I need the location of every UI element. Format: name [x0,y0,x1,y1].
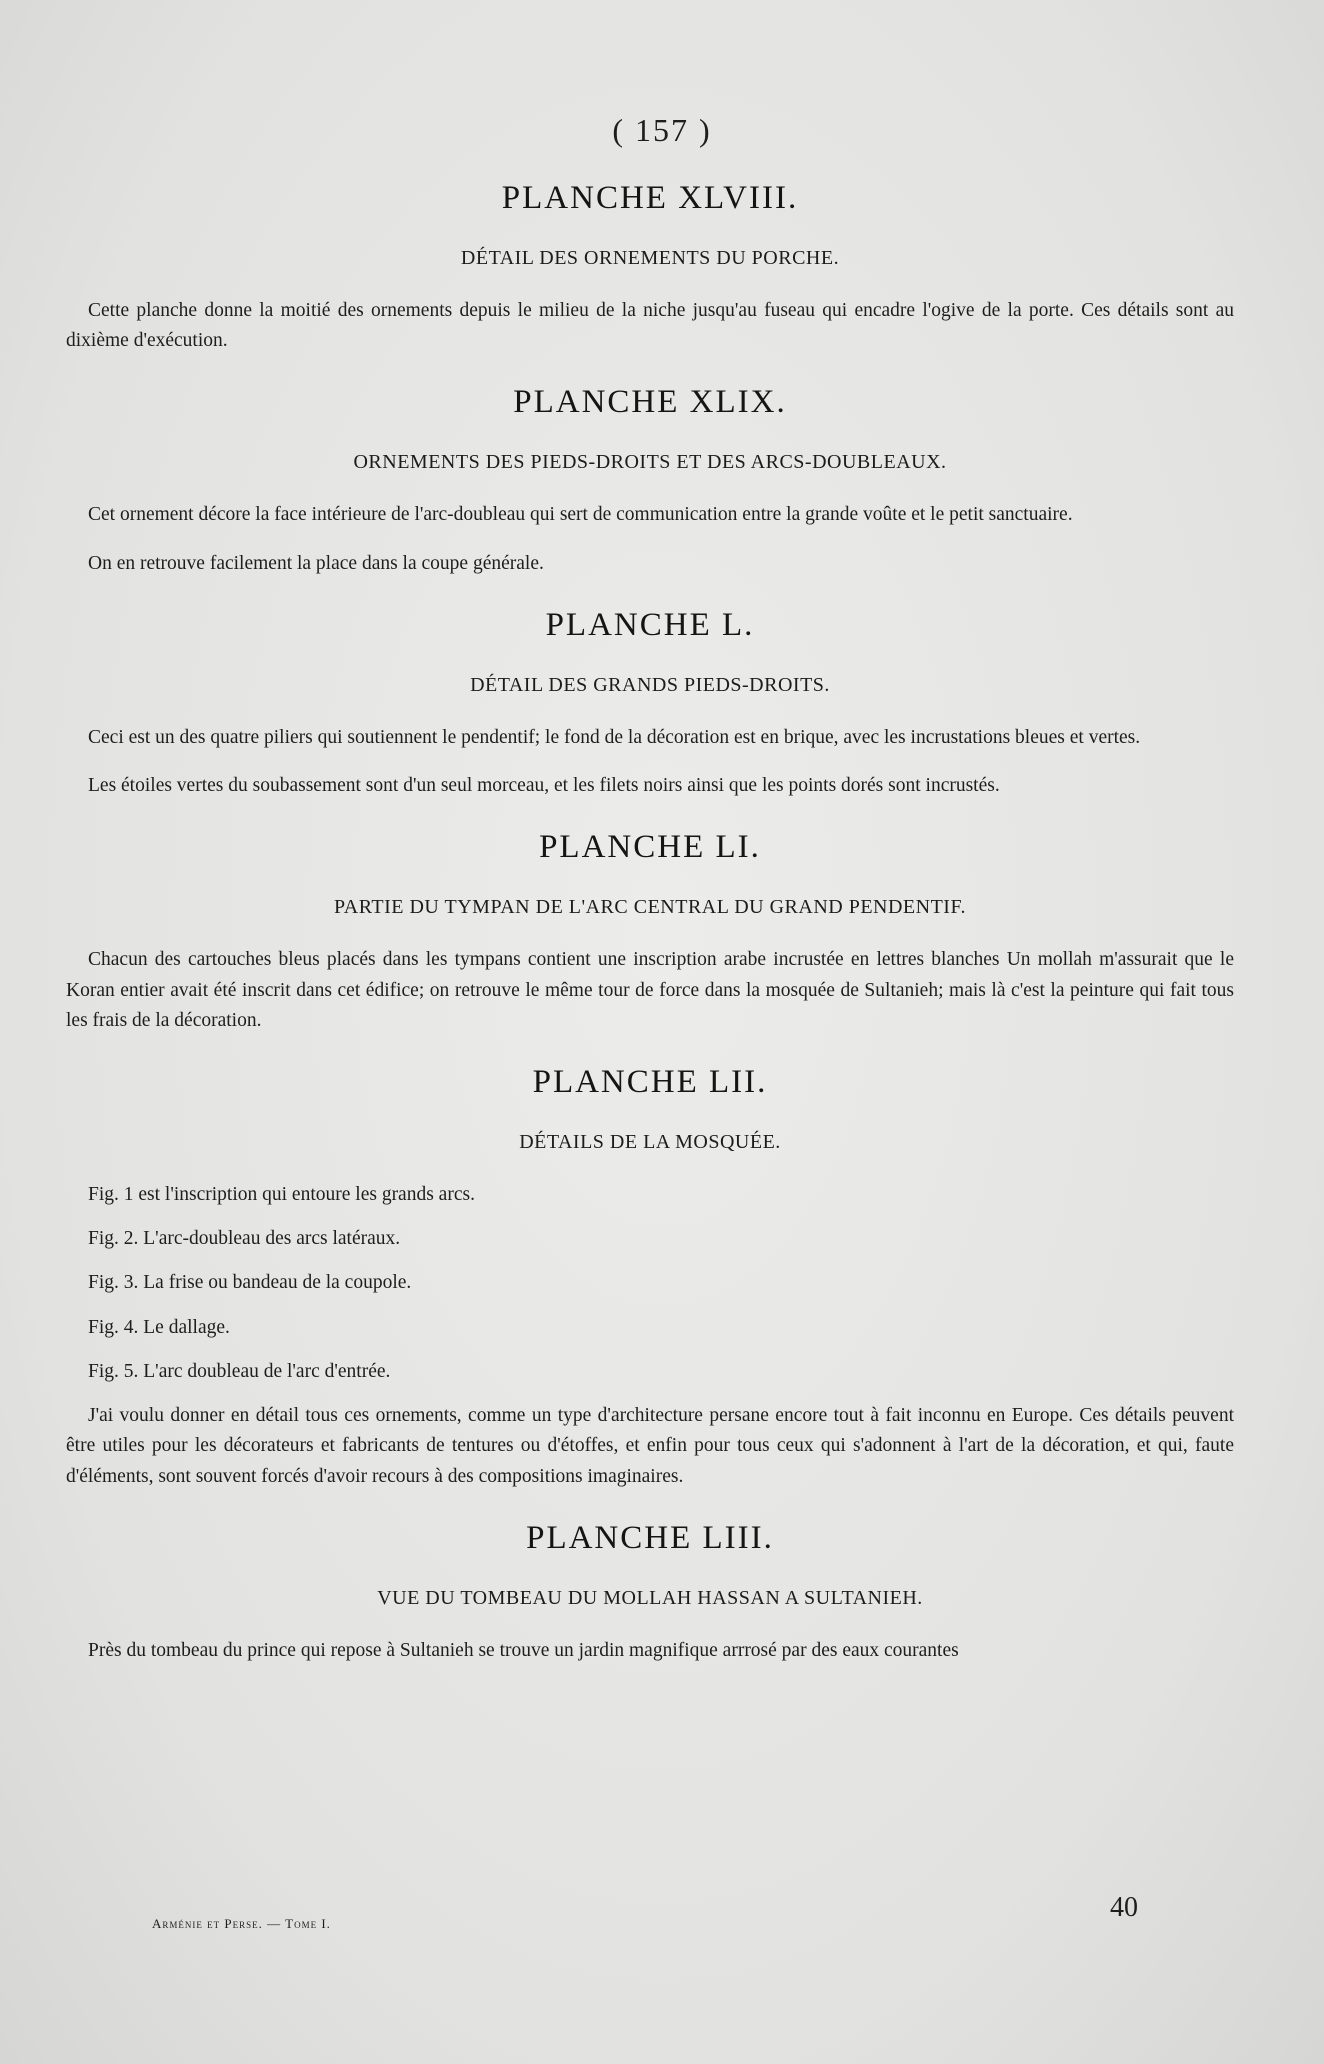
page-content [66,180,1234,1694]
figure-caption: Fig. 3. La frise ou bandeau de la coupole. [88,1272,412,1294]
paragraph: Chacun des cartouches bleus placés dans les tympans contient une inscription arabe incrustée en lettres blanches Un mollah m'assurait que le Koran entier avait été inscrit dans cet édifice; on retrouve le même tour de force dans la mosquée de Sultanieh; mais là c'est la peinture qui fait tous les frais de la décoration. [66,949,1234,1031]
plate-subtitle: DÉTAIL DES GRANDS PIEDS-DROITS. [470,673,830,696]
paragraph: J'ai voulu donner en détail tous ces ornements, comme un type d'architecture persane encore tout à fait inconnu en Europe. Ces détails peuvent être utiles pour les décorateurs et fabricants de tentures ou d'étoffes, et enfin pour tous ceux qui s'adonnent à l'art de la décoration, et qui, faute d'éléments, sont souvent forcés d'avoir recours à des compositions imaginaires. [66,1405,1234,1487]
plate-subtitle: ORNEMENTS DES PIEDS-DROITS ET DES ARCS-DOUBLEAUX. [353,451,947,474]
paragraph: Près du tombeau du prince qui repose à Sultanieh se trouve un jardin magnifique arrrosé par des eaux courantes [88,1639,959,1661]
figure-caption: Fig. 5. L'arc doubleau de l'arc d'entrée. [88,1360,391,1382]
plate-subtitle: DÉTAILS DE LA MOSQUÉE. [519,1130,781,1153]
figure-caption: Fig. 1 est l'inscription qui entoure les grands arcs. [88,1183,475,1205]
section-planche-lii [66,1064,1234,1492]
plate-title: PLANCHE XLIX. [513,384,787,421]
section-planche-li [66,829,1234,1036]
section-planche-xlviii [66,180,1234,356]
plate-title: PLANCHE LIII. [526,1519,774,1556]
footer-volume-label: Arménie et Perse. — Tome I. [152,1916,331,1931]
footer-signature-number: 40 [1110,1892,1138,1923]
plate-title: PLANCHE XLVIII. [501,180,799,216]
figure-caption: Fig. 4. Le dallage. [88,1316,230,1338]
plate-title: PLANCHE LI. [539,829,761,866]
plate-subtitle: PARTIE DU TYMPAN DE L'ARC CENTRAL DU GRAND PENDENTIF. [334,896,966,919]
section-planche-l [66,607,1234,801]
figure-caption: Fig. 2. L'arc-doubleau des arcs latéraux. [88,1228,401,1250]
paragraph: Cette planche donne la moitié des ornements depuis le milieu de la niche jusqu'au fuseau qui encadre l'ogive de la porte. Ces détails sont au dixième d'exécution. [66,300,1234,352]
plate-title: PLANCHE L. [545,606,755,643]
plate-title: PLANCHE LII. [532,1063,768,1100]
plate-subtitle: DÉTAIL DES ORNEMENTS DU PORCHE. [460,247,840,269]
section-planche-xlix [66,384,1234,578]
plate-subtitle: VUE DU TOMBEAU DU MOLLAH HASSAN A SULTANIEH. [377,1586,923,1609]
paragraph: Cet ornement décore la face intérieure de l'arc-doubleau qui sert de communication entre la grande voûte et le petit sanctuaire. [88,504,1073,526]
page-number: ( 157 ) [612,112,712,148]
paragraph: On en retrouve facilement la place dans la coupe générale. [88,552,544,574]
section-planche-liii [66,1520,1234,1666]
paragraph: Les étoiles vertes du soubassement sont d'un seul morceau, et les filets noirs ainsi que les points dorés sont incrustés. [88,775,1000,797]
paragraph: Ceci est un des quatre piliers qui soutiennent le pendentif; le fond de la décoration est en brique, avec les incrustations bleues et vertes. [88,726,1141,748]
